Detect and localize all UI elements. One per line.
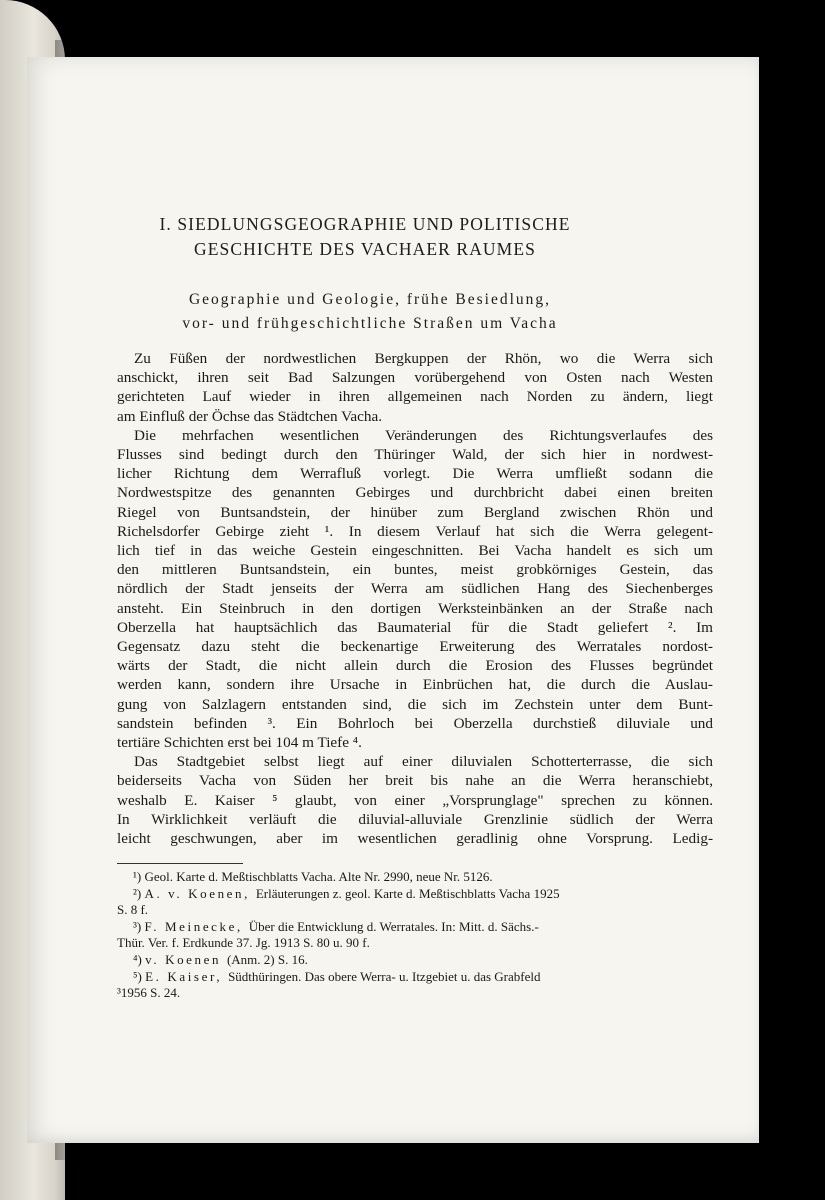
footnote-text: (Anm. 2) S. 16. (226, 952, 308, 967)
body-line: In Wirklichkeit verläuft die diluvial-alluviale Grenzlinie südlich der Werra (117, 810, 713, 828)
body-line: Oberzella hat hauptsächlich das Baumaterial für die Stadt geliefert ². Im (117, 618, 713, 636)
footnote-rule (117, 863, 243, 864)
body-line: wärts der Stadt, die nicht allein durch die Erosion des Flusses begründet (117, 657, 713, 675)
footnote-line (117, 902, 697, 918)
footnote-mark: ²) (133, 885, 145, 901)
body-line: Flusses sind bedingt durch den Thüringer Wald, der sich hier in nordwest- (117, 446, 713, 463)
show-through (137, 127, 737, 227)
footnote-line (117, 985, 697, 1001)
body-line: Zu Füßen der nordwestlichen Bergkuppen der Rhön, wo die Werra sich (134, 350, 713, 367)
footnote-author: E. Kaiser, (145, 968, 229, 984)
body-line: nördlich der Stadt jenseits der Werra am südlichen Hang des Siechenberges (117, 580, 713, 598)
body-line: tertiäre Schichten erst bei 104 m Tiefe ⁴. (117, 734, 362, 751)
body-line: Nordwestspitze des genannten Gebirges und durchbricht dabei einen breiten (117, 484, 713, 502)
footnote-line (133, 952, 713, 968)
body-line: Die mehrfachen wesentlichen Veränderungen des Richtungsverlaufes des (134, 426, 713, 444)
footnote-mark: ⁵) (133, 968, 146, 984)
footnote-line (133, 919, 713, 935)
body-line: gung von Salzlagern entstanden sind, die sich im Zechstein unter dem Bunt- (117, 695, 713, 713)
body-line: weshalb E. Kaiser ⁵ glaubt, von einer „Vorsprunglage" sprechen zu können. (117, 791, 713, 809)
section-title-line-2: vor- und frühgeschichtliche Straßen um Vacha (182, 315, 558, 332)
body-line: lich tief in das weiche Gestein eingeschnitten. Bei Vacha handelt es sich um (117, 542, 713, 559)
body-line: werden kann, sondern ihre Ursache in Einbrüchen hat, die durch die Auslau- (117, 676, 713, 694)
body-line: Gegensatz dazu steht die beckenartige Erweiterung des Werratales nordost- (117, 638, 713, 655)
footnote-author: F. Meinecke, (144, 918, 249, 934)
footnote-line (133, 886, 713, 902)
footnote-text: Thür. Ver. f. Erdkunde 37. Jg. 1913 S. 80 u. 90 f. (117, 935, 370, 951)
footnote-text: S. 8 f. (117, 902, 149, 918)
footnote-mark: ³) (133, 918, 145, 934)
footnote-author: v. Koenen (145, 952, 227, 967)
body-line: anschickt, ihren seit Bad Salzungen vorübergehend von Osten nach Westen (117, 369, 713, 387)
chapter-title-line-1: I. SIEDLUNGSGEOGRAPHIE UND POLITISCHE (159, 214, 571, 234)
body-line: beiderseits Vacha von Süden her breit bis nahe an die Werra heranschiebt, (117, 772, 713, 790)
footnote-line (117, 935, 697, 951)
body-line: ansteht. Ein Steinbruch in den dortigen Werksteinbänken an der Straße nach (117, 599, 713, 617)
footnote-text: Über die Entwicklung d. Werratales. In: Mitt. d. Sächs.- (248, 918, 539, 934)
footnote-line (133, 869, 713, 885)
body-line: licher Richtung dem Werrafluß vorlegt. Die Werra umfließt sodann die (117, 465, 713, 483)
body-line: am Einfluß der Öchse das Städtchen Vacha. (117, 407, 382, 425)
body-line: Das Stadtgebiet selbst liegt auf einer diluvialen Schotterterrasse, die sich (134, 753, 713, 771)
body-line: sandstein befinden ³. Ein Bohrloch bei Oberzella durchstieß diluviale und (117, 714, 713, 732)
footnote-text: Erläuterungen z. geol. Karte d. Meßtischblatts Vacha 1925 (255, 885, 560, 901)
body-line: gerichteten Lauf wieder in ihren allgemeinen nach Norden zu ändern, liegt (117, 388, 713, 406)
footnote-mark: ¹) (133, 869, 145, 884)
footnote-author: A. v. Koenen, (144, 885, 256, 901)
footnote-line (133, 969, 713, 985)
chapter-title-line-2: GESCHICHTE DES VACHAER RAUMES (194, 239, 536, 259)
footnote-text: Südthüringen. Das obere Werra- u. Itzgebiet u. das Grabfeld (228, 968, 541, 984)
body-line: Richelsdorfer Gebirge zieht ¹. In diesem Verlauf hat sich die Werra gelegent- (117, 522, 713, 540)
body-line: den mittleren Buntsandstein, ein buntes, meist grobkörniges Gestein, das (117, 561, 713, 579)
body-line: Riegel von Buntsandstein, der hinüber zum Bergland zwischen Rhön und (117, 503, 713, 521)
section-title-line-1: Geographie und Geologie, frühe Besiedlung, (188, 291, 552, 308)
footnote-mark: ⁴) (133, 952, 146, 967)
body-line: leicht geschwungen, aber im wesentlichen geradlinig ohne Vorsprung. Ledig- (117, 830, 713, 847)
footnote-text: Geol. Karte d. Meßtischblatts Vacha. Alte Nr. 2990, neue Nr. 5126. (144, 869, 493, 884)
footnote-text: ³1956 S. 24. (117, 985, 181, 1001)
